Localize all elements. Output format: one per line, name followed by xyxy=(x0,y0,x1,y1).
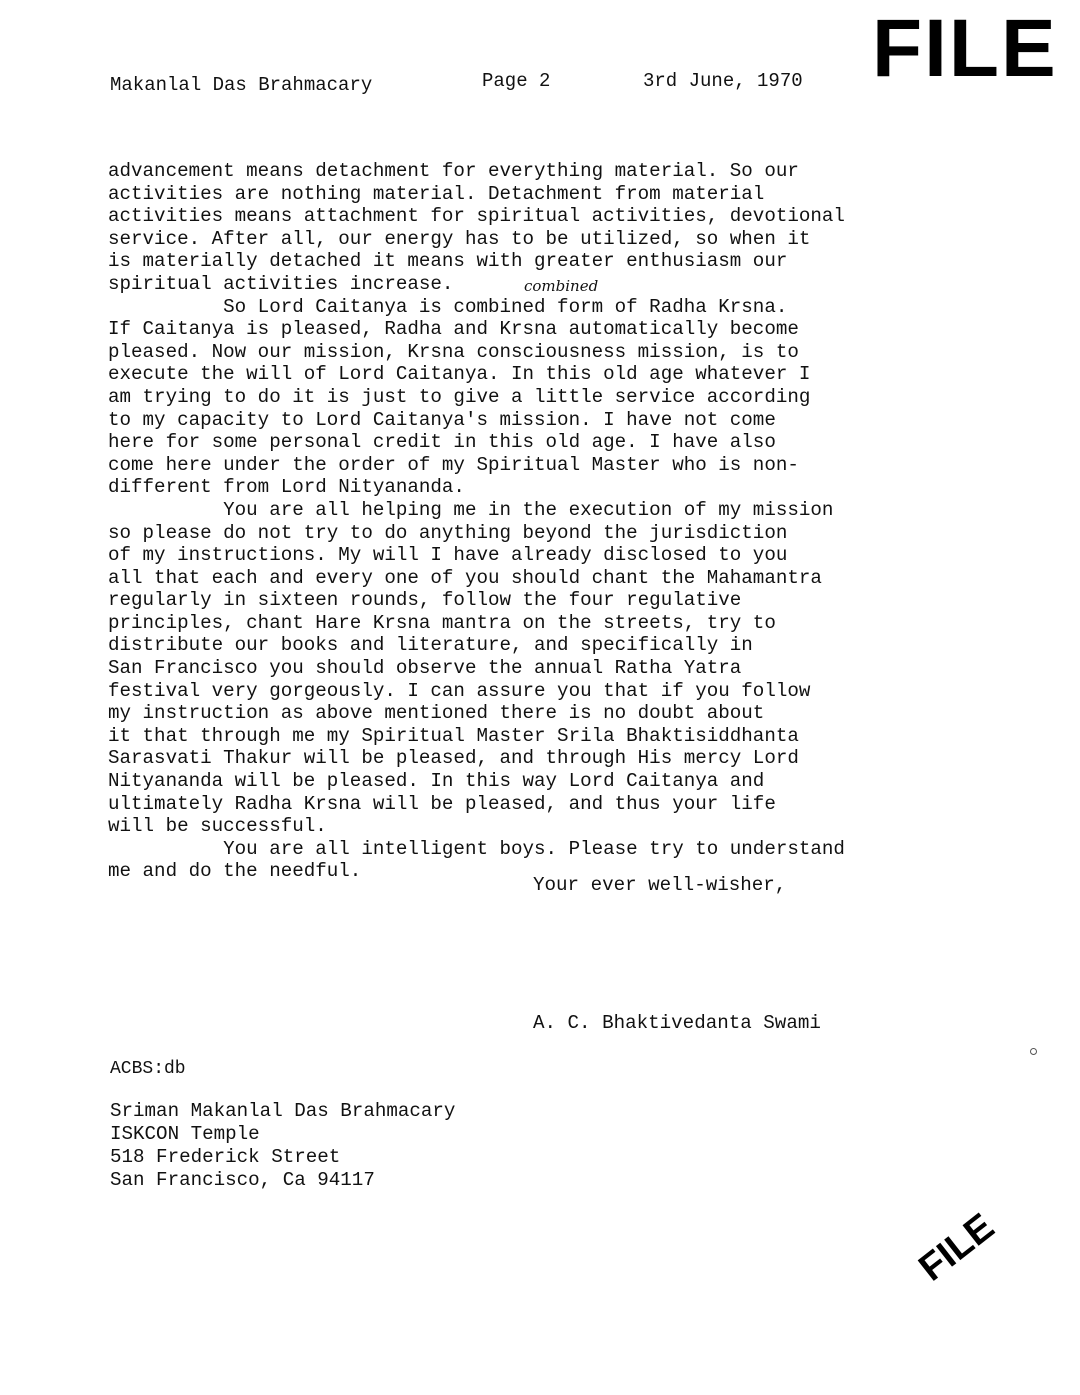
address-line: Sriman Makanlal Das Brahmacary xyxy=(110,1100,456,1122)
file-stamp-top: FILE xyxy=(872,3,1058,94)
letter-body: advancement means detachment for everything material. So our activities are nothing material. Detachment from material activities means attachment for spiritual activities, devotional service. After all, our energy has to be utilized, so when it is materially detached it means with greater enthusiasm our spiritual activities increase. So Lord Caitanya is combined form of Radha Krsna. If Caitanya is pleased, Radha and Krsna automatically become pleased. Now our mission, Krsna consciousness mission, is to execute the will of Lord Caitanya. In this old age whatever I am trying to do it is just to give a little service according to my capacity to Lord Caitanya's mission. I have not come here for some personal credit in this old age. I have also come here under the order of my Spiritual Master who is non- different from Lord Nityananda. You are all helping me in the execution of my mission so please do not try to do anything beyond the jurisdiction of my instructions. My will I have already disclosed to you all that each and every one of you should chant the Mahamantra regularly in sixteen rounds, follow the four regulative principles, chant Hare Krsna mantra on the streets, try to distribute our books and literature, and specifically in San Francisco you should observe the annual Ratha Yatra festival very gorgeously. I can assure you that if you follow my instruction as above mentioned there is no doubt about it that through me my Spiritual Master Srila Bhaktisiddhanta Sarasvati Thakur will be pleased, and through His mercy Lord Nityananda will be pleased. In this way Lord Caitanya and ultimately Radha Krsna will be pleased, and thus your life will be successful. You are all intelligent boys. Please try to understand me and do the needful. xyxy=(108,160,845,883)
header-date: 3rd June, 1970 xyxy=(643,70,803,92)
signature-name: A. C. Bhaktivedanta Swami xyxy=(533,1012,821,1034)
closing-line: Your ever well-wisher, xyxy=(533,874,787,896)
address-line: ISKCON Temple xyxy=(110,1123,260,1145)
address-line: San Francisco, Ca 94117 xyxy=(110,1169,375,1191)
header-page-number: Page 2 xyxy=(482,70,551,92)
handwritten-correction: combined xyxy=(524,277,599,295)
file-stamp-bottom: FILE xyxy=(911,1205,1003,1290)
address-block xyxy=(110,1100,455,1192)
address-line: 518 Frederick Street xyxy=(110,1146,341,1168)
stray-mark xyxy=(1030,1048,1037,1055)
header-recipient: Makanlal Das Brahmacary xyxy=(110,74,373,96)
reference-initials: ACBS:db xyxy=(110,1059,186,1079)
